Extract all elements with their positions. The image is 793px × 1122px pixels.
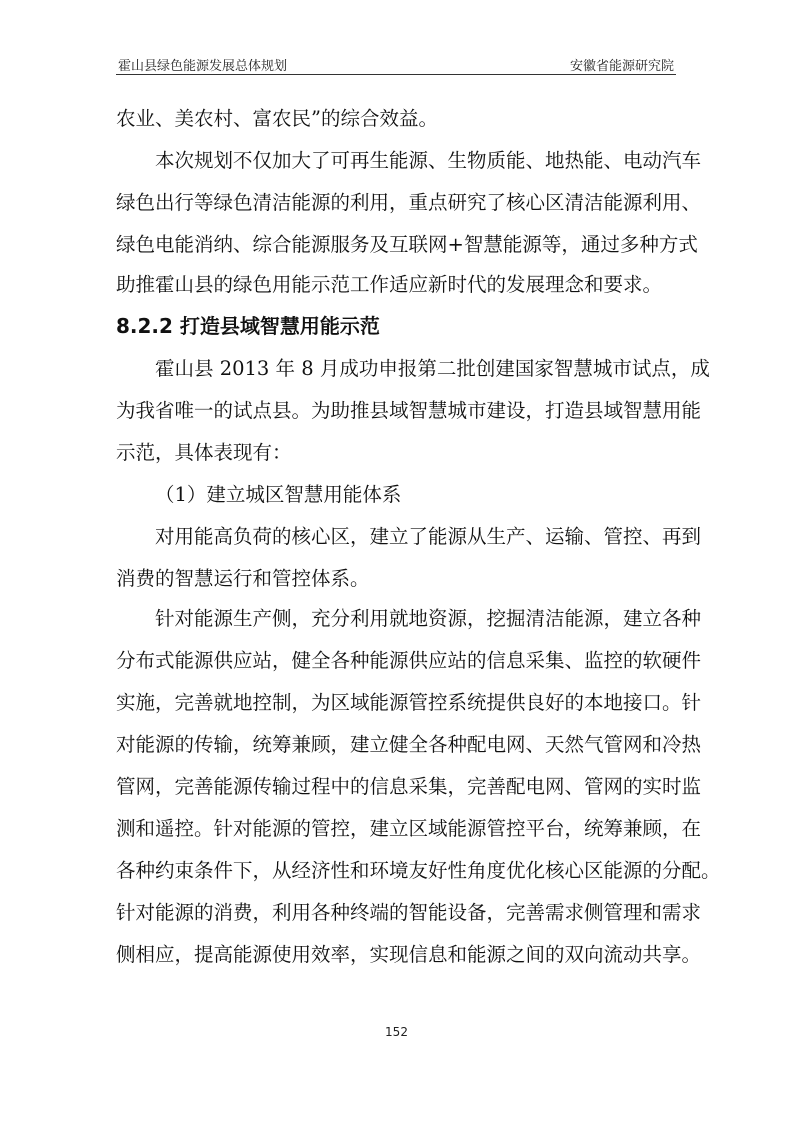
paragraph-2-line-1: 本次规划不仅加大了可再生能源、生物质能、地热能、电动汽车 [155, 149, 702, 172]
page-number: 152 [385, 1025, 408, 1039]
paragraph-2-line-3: 绿色电能消纳、综合能源服务及互联网+智慧能源等，通过多种方式 [116, 233, 698, 256]
header-organization: 安徽省能源研究院 [569, 59, 674, 74]
paragraph-1-line-1: 农业、美农村、富农民”的综合效益。 [116, 107, 438, 130]
header-document-title: 霍山县绿色能源发展总体规划 [118, 59, 288, 74]
paragraph-5-line-1: 针对能源生产侧，充分利用就地资源，挖掘清洁能源，建立各种 [155, 607, 702, 630]
paragraph-3-line-3: 示范，具体表现有： [116, 441, 292, 464]
paragraph-4-line-1: 对用能高负荷的核心区，建立了能源从生产、运输、管控、再到 [155, 525, 702, 548]
page-header [116, 52, 676, 75]
paragraph-5-line-3: 实施，完善就地控制，为区域能源管控系统提供良好的本地接口。针 [116, 691, 702, 714]
subheading: （1）建立城区智慧用能体系 [155, 483, 402, 506]
section-heading: 8.2.2 打造县域智慧用能示范 [116, 314, 380, 338]
paragraph-5-line-6: 测和遥控。针对能源的管控，建立区域能源管控平台，统筹兼顾，在 [116, 817, 702, 840]
paragraph-5-line-8: 针对能源的消费，利用各种终端的智能设备，完善需求侧管理和需求 [116, 901, 702, 924]
paragraph-5-line-5: 管网，完善能源传输过程中的信息采集，完善配电网、管网的实时监 [116, 775, 702, 798]
paragraph-5-line-7: 各种约束条件下，从经济性和环境友好性角度优化核心区能源的分配。 [116, 859, 721, 882]
paragraph-4-line-2: 消费的智慧运行和管控体系。 [116, 567, 370, 590]
paragraph-5-line-2: 分布式能源供应站，健全各种能源供应站的信息采集、监控的软硬件 [116, 649, 702, 672]
paragraph-2-line-4: 助推霍山县的绿色用能示范工作适应新时代的发展理念和要求。 [116, 273, 663, 296]
paragraph-5-line-9: 侧相应，提高能源使用效率，实现信息和能源之间的双向流动共享。 [116, 943, 702, 966]
paragraph-5-line-4: 对能源的传输，统筹兼顾，建立健全各种配电网、天然气管网和冷热 [116, 733, 702, 756]
paragraph-3-line-1: 霍山县 2013 年 8 月成功申报第二批创建国家智慧城市试点，成 [155, 357, 710, 380]
paragraph-2-line-2: 绿色出行等绿色清洁能源的利用，重点研究了核心区清洁能源利用、 [116, 191, 702, 214]
paragraph-3-line-2: 为我省唯一的试点县。为助推县域智慧城市建设，打造县域智慧用能 [116, 399, 702, 422]
